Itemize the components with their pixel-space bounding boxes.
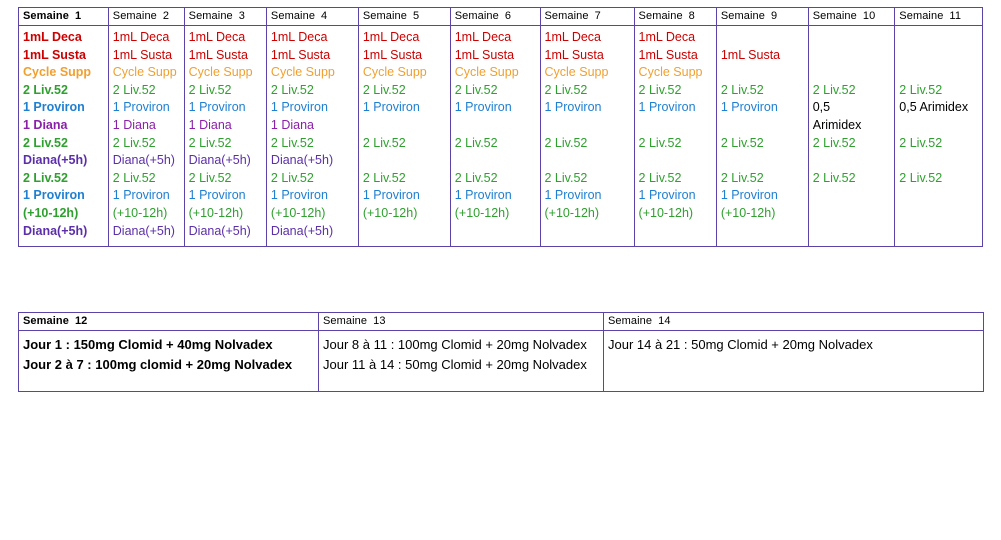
cycle-entry: 2 Liv.52 bbox=[112, 135, 156, 150]
cycle-schedule-table bbox=[18, 7, 983, 247]
cycle-entry: (+10-12h) bbox=[23, 205, 79, 220]
cycle-entry: 2 Liv.52 bbox=[638, 82, 682, 97]
cycle-entry: 1 Proviron bbox=[720, 100, 778, 115]
cycle-entry: 1 Proviron bbox=[362, 100, 420, 115]
week-word: Semaine bbox=[720, 10, 765, 22]
week-word: Semaine bbox=[362, 10, 407, 22]
week-number: 3 bbox=[238, 10, 245, 22]
cycle-entry: 2 Liv.52 bbox=[812, 135, 856, 150]
cycle-entry: Cycle Supp bbox=[23, 65, 92, 80]
cycle-header-cell-8 bbox=[634, 8, 716, 26]
cycle-header-cell-7 bbox=[540, 8, 634, 26]
pct-body-row bbox=[19, 331, 984, 392]
cycle-entry: 2 Liv.52 bbox=[720, 170, 764, 185]
week-word: Semaine bbox=[112, 10, 157, 22]
cycle-cell-week-3 bbox=[184, 26, 266, 247]
cycle-entry: 1 Proviron bbox=[638, 100, 696, 115]
week-number: 2 bbox=[162, 10, 170, 22]
cycle-entry: (+10-12h) bbox=[454, 205, 510, 220]
cycle-entry: 1 Proviron bbox=[638, 188, 696, 203]
pct-header-row bbox=[19, 313, 984, 331]
cycle-header-cell-1 bbox=[19, 8, 109, 26]
cycle-cell-week-11 bbox=[895, 26, 983, 247]
cycle-entry: 1mL Susta bbox=[638, 47, 698, 62]
cycle-entry: 1 Proviron bbox=[112, 188, 170, 203]
week-word: Semaine bbox=[188, 10, 233, 22]
cycle-header-row bbox=[19, 8, 983, 26]
week-number: 13 bbox=[373, 315, 386, 327]
week-number: 9 bbox=[770, 10, 778, 22]
week-word: Semaine bbox=[608, 315, 653, 327]
cycle-entry: 1mL Susta bbox=[544, 47, 604, 62]
cycle-entry: (+10-12h) bbox=[638, 205, 694, 220]
cycle-entry: 2 Liv.52 bbox=[899, 170, 943, 185]
cycle-entry: 2 Liv.52 bbox=[270, 170, 314, 185]
cycle-header-cell-3 bbox=[184, 8, 266, 26]
cycle-entry: 1 Proviron bbox=[188, 100, 246, 115]
week-number: 8 bbox=[688, 10, 695, 22]
week-word: Semaine bbox=[23, 315, 69, 327]
cycle-entry: (+10-12h) bbox=[270, 205, 326, 220]
cycle-entry: 2 Liv.52 bbox=[454, 135, 498, 150]
cycle-entry: 2 Liv.52 bbox=[638, 135, 682, 150]
cycle-entry: 1 Proviron bbox=[23, 100, 85, 115]
cycle-entry: Diana(+5h) bbox=[112, 153, 175, 168]
cycle-entry: 1mL Susta bbox=[23, 47, 86, 62]
week-word: Semaine bbox=[544, 10, 589, 22]
week-number: 5 bbox=[412, 10, 420, 22]
cycle-cell-week-5 bbox=[358, 26, 450, 247]
cycle-entry: 1 Proviron bbox=[23, 188, 85, 203]
cycle-entry: 1 Diana bbox=[188, 117, 232, 132]
week-number: 14 bbox=[658, 315, 671, 327]
cycle-entry: 2 Liv.52 bbox=[544, 82, 588, 97]
cycle-entry: 1mL Deca bbox=[638, 30, 696, 44]
cycle-entry: 1 Proviron bbox=[362, 188, 420, 203]
cycle-entry: Cycle Supp bbox=[270, 65, 335, 80]
pct-cell-week-13 bbox=[319, 331, 604, 392]
cycle-entry: Diana(+5h) bbox=[112, 223, 175, 238]
cycle-header-cell-2 bbox=[108, 8, 184, 26]
cycle-entry: 2 Liv.52 bbox=[188, 82, 232, 97]
cycle-entry: 2 Liv.52 bbox=[23, 82, 68, 97]
cycle-cell-week-7 bbox=[540, 26, 634, 247]
pct-header-cell-14 bbox=[604, 313, 984, 331]
cycle-entry: Diana(+5h) bbox=[188, 153, 251, 168]
cycle-entry: 1mL Susta bbox=[270, 47, 331, 62]
cycle-entry: 2 Liv.52 bbox=[720, 82, 764, 97]
cycle-entry: (+10-12h) bbox=[112, 205, 168, 220]
cycle-entry: Cycle Supp bbox=[454, 65, 519, 80]
cycle-entry: Cycle Supp bbox=[638, 65, 703, 80]
cycle-entry: 2 Liv.52 bbox=[812, 170, 856, 185]
cycle-entry: Diana(+5h) bbox=[188, 223, 251, 238]
cycle-entry: 0,5 bbox=[812, 100, 831, 115]
week-number: 4 bbox=[321, 10, 328, 22]
pct-entry: Jour 2 à 7 : 100mg clomid + 20mg Nolvadex bbox=[23, 357, 293, 372]
cycle-entry: Cycle Supp bbox=[544, 65, 609, 80]
cycle-entry: 1 Diana bbox=[23, 117, 68, 132]
cycle-entry: 1mL Susta bbox=[362, 47, 423, 62]
cycle-entry: (+10-12h) bbox=[188, 205, 244, 220]
cycle-entry: 2 Liv.52 bbox=[812, 82, 856, 97]
cycle-entry: 1 Proviron bbox=[454, 188, 512, 203]
cycle-entry: Diana(+5h) bbox=[23, 223, 88, 238]
cycle-entry: Cycle Supp bbox=[362, 65, 427, 80]
cycle-entry: 2 Liv.52 bbox=[188, 170, 232, 185]
week-word: Semaine bbox=[812, 10, 857, 22]
cycle-entry: 1 Diana bbox=[270, 117, 315, 132]
cycle-entry: 1 Proviron bbox=[112, 100, 170, 115]
cycle-entry: 2 Liv.52 bbox=[188, 135, 232, 150]
pct-entry: Jour 8 à 11 : 100mg Clomid + 20mg Nolvadex bbox=[323, 337, 587, 352]
pct-cell-week-12 bbox=[19, 331, 319, 392]
cycle-entry: (+10-12h) bbox=[362, 205, 418, 220]
week-word: Semaine bbox=[23, 10, 69, 22]
week-word: Semaine bbox=[638, 10, 683, 22]
cycle-entry: 2 Liv.52 bbox=[638, 170, 682, 185]
pct-header-cell-13 bbox=[319, 313, 604, 331]
cycle-entry: 1 Proviron bbox=[544, 188, 602, 203]
week-number: 1 bbox=[74, 10, 82, 22]
cycle-entry: 2 Liv.52 bbox=[112, 82, 156, 97]
cycle-entry: 1mL Susta bbox=[454, 47, 515, 62]
cycle-header-cell-4 bbox=[266, 8, 358, 26]
cycle-entry: 0,5 Arimidex bbox=[899, 100, 969, 115]
cycle-entry: 2 Liv.52 bbox=[454, 82, 498, 97]
cycle-entry: Diana(+5h) bbox=[270, 153, 334, 168]
cycle-cell-week-1 bbox=[19, 26, 109, 247]
cycle-entry: 1mL Deca bbox=[270, 30, 328, 44]
cycle-entry: Cycle Supp bbox=[188, 65, 253, 80]
cycle-entry: 1mL Deca bbox=[188, 30, 246, 44]
week-word: Semaine bbox=[899, 10, 944, 22]
cycle-entry: 2 Liv.52 bbox=[544, 135, 588, 150]
week-number: 12 bbox=[74, 315, 88, 327]
cycle-entry: 2 Liv.52 bbox=[720, 135, 764, 150]
cycle-cell-week-10 bbox=[808, 26, 895, 247]
pct-entry: Jour 1 : 150mg Clomid + 40mg Nolvadex bbox=[23, 337, 273, 352]
cycle-entry: Cycle Supp bbox=[112, 65, 177, 80]
pct-header-cell-12 bbox=[19, 313, 319, 331]
cycle-cell-week-9 bbox=[716, 26, 808, 247]
cycle-entry: 2 Liv.52 bbox=[899, 135, 943, 150]
cycle-entry: 1mL Susta bbox=[112, 47, 173, 62]
cycle-entry: 2 Liv.52 bbox=[454, 170, 498, 185]
cycle-entry: 1mL Deca bbox=[544, 30, 602, 44]
cycle-header-cell-9 bbox=[716, 8, 808, 26]
cycle-cell-week-4 bbox=[266, 26, 358, 247]
cycle-entry: 2 Liv.52 bbox=[270, 82, 314, 97]
cycle-entry: (+10-12h) bbox=[544, 205, 600, 220]
cycle-entry: 2 Liv.52 bbox=[23, 135, 68, 150]
cycle-header-cell-6 bbox=[450, 8, 540, 26]
cycle-entry: Diana(+5h) bbox=[23, 153, 88, 168]
pct-cell-week-14 bbox=[604, 331, 984, 392]
week-word: Semaine bbox=[323, 315, 368, 327]
week-word: Semaine bbox=[454, 10, 499, 22]
cycle-entry: Diana(+5h) bbox=[270, 223, 334, 238]
week-number: 6 bbox=[504, 10, 512, 22]
pct-schedule-table bbox=[18, 312, 984, 392]
cycle-entry: 1mL Deca bbox=[112, 30, 170, 44]
cycle-entry: 2 Liv.52 bbox=[899, 82, 943, 97]
cycle-entry: 1 Proviron bbox=[270, 100, 328, 115]
cycle-cell-week-6 bbox=[450, 26, 540, 247]
cycle-entry: Arimidex bbox=[812, 117, 862, 132]
cycle-entry: 1mL Deca bbox=[23, 30, 82, 44]
week-number: 10 bbox=[862, 10, 876, 22]
cycle-header-cell-5 bbox=[358, 8, 450, 26]
cycle-entry: 2 Liv.52 bbox=[362, 82, 406, 97]
cycle-entry: 1mL Deca bbox=[454, 30, 512, 44]
week-number: 11 bbox=[949, 10, 962, 22]
cycle-entry: (+10-12h) bbox=[720, 205, 776, 220]
cycle-entry: 2 Liv.52 bbox=[544, 170, 588, 185]
cycle-entry: 1 Proviron bbox=[454, 100, 512, 115]
cycle-entry: 1 Proviron bbox=[544, 100, 602, 115]
cycle-entry: 2 Liv.52 bbox=[362, 135, 406, 150]
cycle-entry: 1mL Susta bbox=[720, 47, 781, 62]
cycle-entry: 1 Proviron bbox=[188, 188, 246, 203]
cycle-entry: 1mL Deca bbox=[362, 30, 420, 44]
cycle-body-row bbox=[19, 26, 983, 247]
cycle-header-cell-11 bbox=[895, 8, 983, 26]
cycle-entry: 2 Liv.52 bbox=[270, 135, 314, 150]
pct-entry: Jour 11 à 14 : 50mg Clomid + 20mg Nolvadex bbox=[323, 357, 587, 372]
cycle-entry: 2 Liv.52 bbox=[112, 170, 156, 185]
cycle-entry: 2 Liv.52 bbox=[23, 170, 68, 185]
cycle-entry: 1 Diana bbox=[112, 117, 156, 132]
cycle-entry: 1 Proviron bbox=[270, 188, 328, 203]
week-word: Semaine bbox=[270, 10, 316, 22]
cycle-cell-week-8 bbox=[634, 26, 716, 247]
week-number: 7 bbox=[594, 10, 601, 22]
cycle-entry: 2 Liv.52 bbox=[362, 170, 406, 185]
cycle-header-cell-10 bbox=[808, 8, 895, 26]
pct-entry: Jour 14 à 21 : 50mg Clomid + 20mg Nolvadex bbox=[608, 337, 873, 352]
cycle-cell-week-2 bbox=[108, 26, 184, 247]
cycle-entry: 1 Proviron bbox=[720, 188, 778, 203]
cycle-entry: 1mL Susta bbox=[188, 47, 248, 62]
